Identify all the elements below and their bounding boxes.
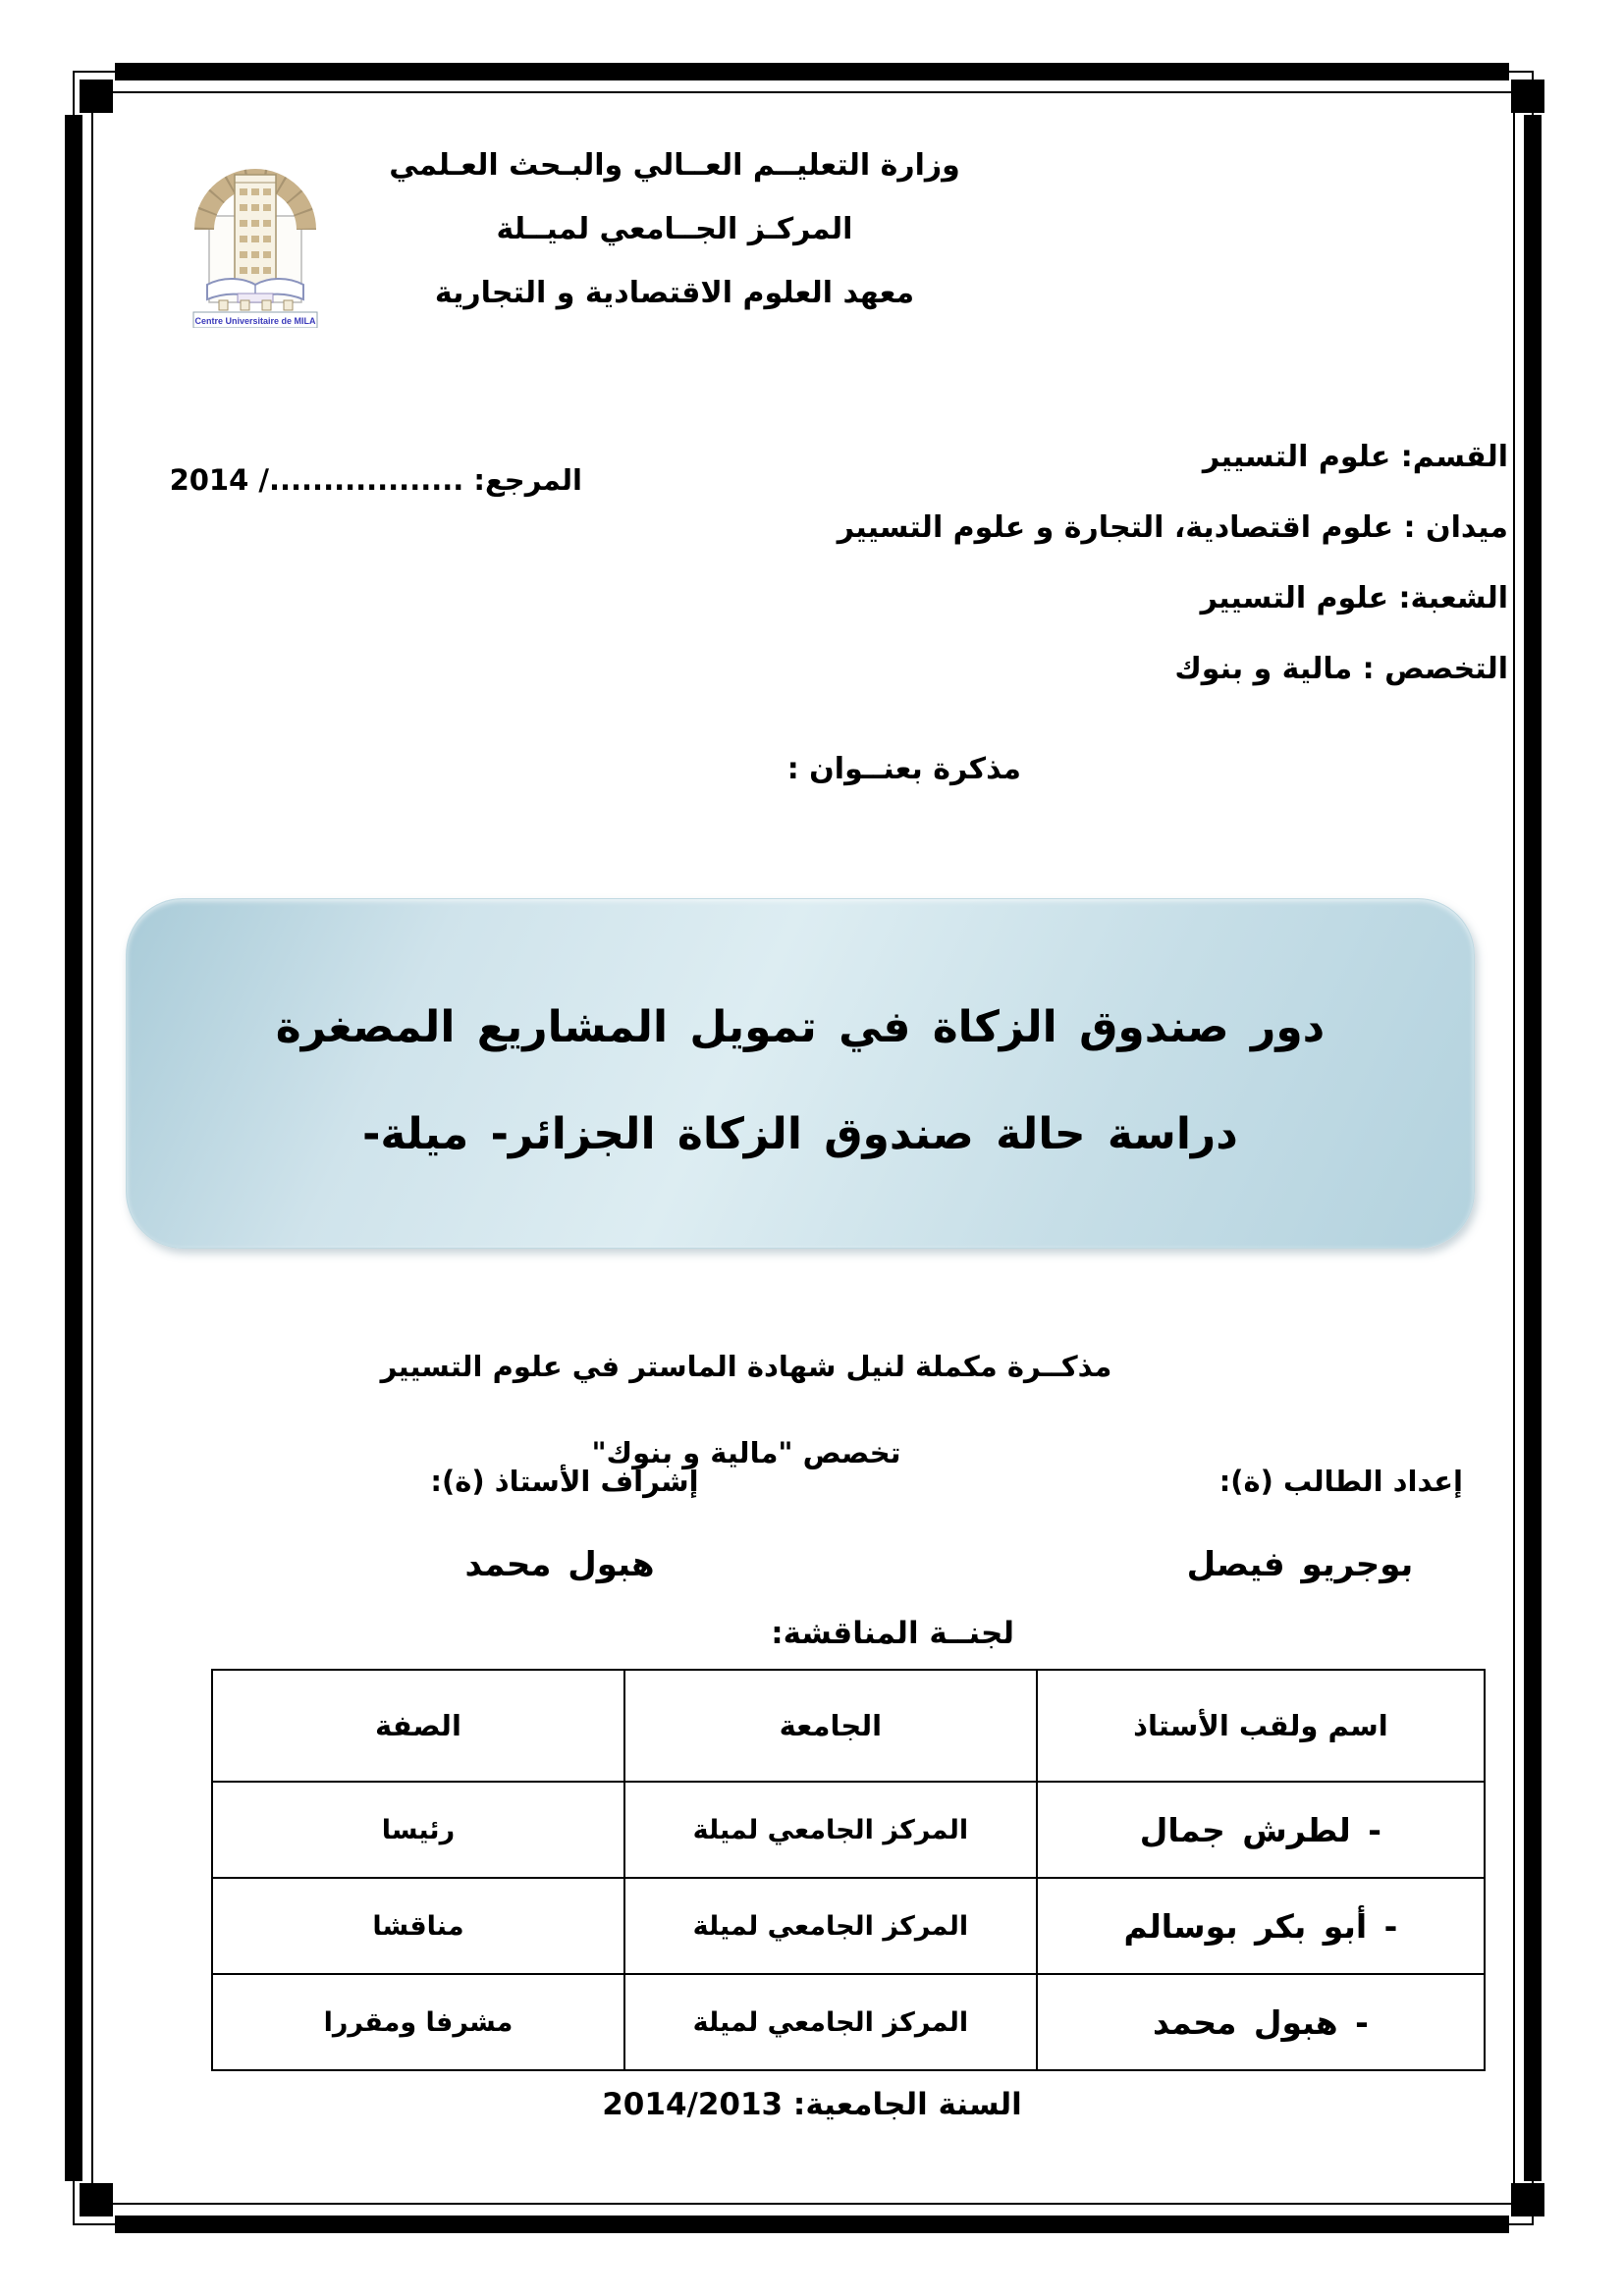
committee-heading: لجنــة المناقشة: [771,1616,1014,1651]
committee-row [212,1974,1485,2070]
committee-table [211,1669,1486,2071]
specialty-line: التخصص : مالية و بنوك [1174,652,1508,686]
degree-note-line: مذكــرة مكملة لنيل شهادة الماستر في علوم التسيير [380,1350,1112,1383]
col-header-role: الصفة [212,1670,624,1782]
student-prep-label: إعداد الطالب (ة): [1218,1465,1463,1498]
col-header-university: الجامعة [624,1670,1037,1782]
thesis-title-line2: دراسة حالة صندوق الزكاة الجزائر- ميلة- [362,1108,1238,1159]
professor-name-cell: - لطرش جمال [1037,1782,1485,1878]
branch-line: الشعبة: علوم التسيير [1200,581,1508,615]
reference-line: المرجع: ................../ 2014 [169,463,582,497]
professor-name-cell: - أبو بكر بوسالم [1037,1878,1485,1974]
university-logo [180,139,332,328]
committee-row [212,1782,1485,1878]
institute-line: معهد العلوم الاقتصادية و التجارية [434,276,915,310]
role-cell: مناقشا [212,1878,624,1974]
university-line: المركـز الجــامعي لميــلة [496,212,853,246]
student-name: بوجريو فيصل [1186,1545,1414,1584]
program-info-block [838,422,1508,705]
role-cell: رئيسا [212,1782,624,1878]
university-cell: المركز الجامعي لميلة [624,1878,1037,1974]
committee-header-row [212,1670,1485,1782]
thesis-title-box [126,898,1475,1249]
document-header [326,133,1023,325]
field-line: ميدان : علوم اقتصادية، التجارة و علوم التسيير [837,510,1508,545]
memo-intro-label: مذكرة بعنــوان : [786,752,1021,786]
logo-caption: Centre Universitaire de MILA [194,316,316,326]
ministry-line: وزارة التعليــم العــالي والبـحث العـلمي [389,148,960,183]
professor-name-cell: - هبول محمد [1037,1974,1485,2070]
specialty-note-line: تخصص "مالية و بنوك" [591,1436,901,1469]
supervisor-name: هبول محمد [464,1545,655,1584]
committee-row [212,1878,1485,1974]
role-cell: مشرفا ومقررا [212,1974,624,2070]
col-header-professor-name: اسم ولقب الأستاذ [1037,1670,1485,1782]
academic-year-line: السنة الجامعية: 2014/2013 [602,2087,1022,2122]
thesis-title-line1: دور صندوق الزكاة في تمويل المشاريع المصغرة [275,1001,1326,1052]
supervisor-label: إشراف الأستاذ (ة): [430,1465,699,1498]
university-cell: المركز الجامعي لميلة [624,1974,1037,2070]
department-line: القسم: علوم التسيير [1202,440,1508,474]
university-cell: المركز الجامعي لميلة [624,1782,1037,1878]
